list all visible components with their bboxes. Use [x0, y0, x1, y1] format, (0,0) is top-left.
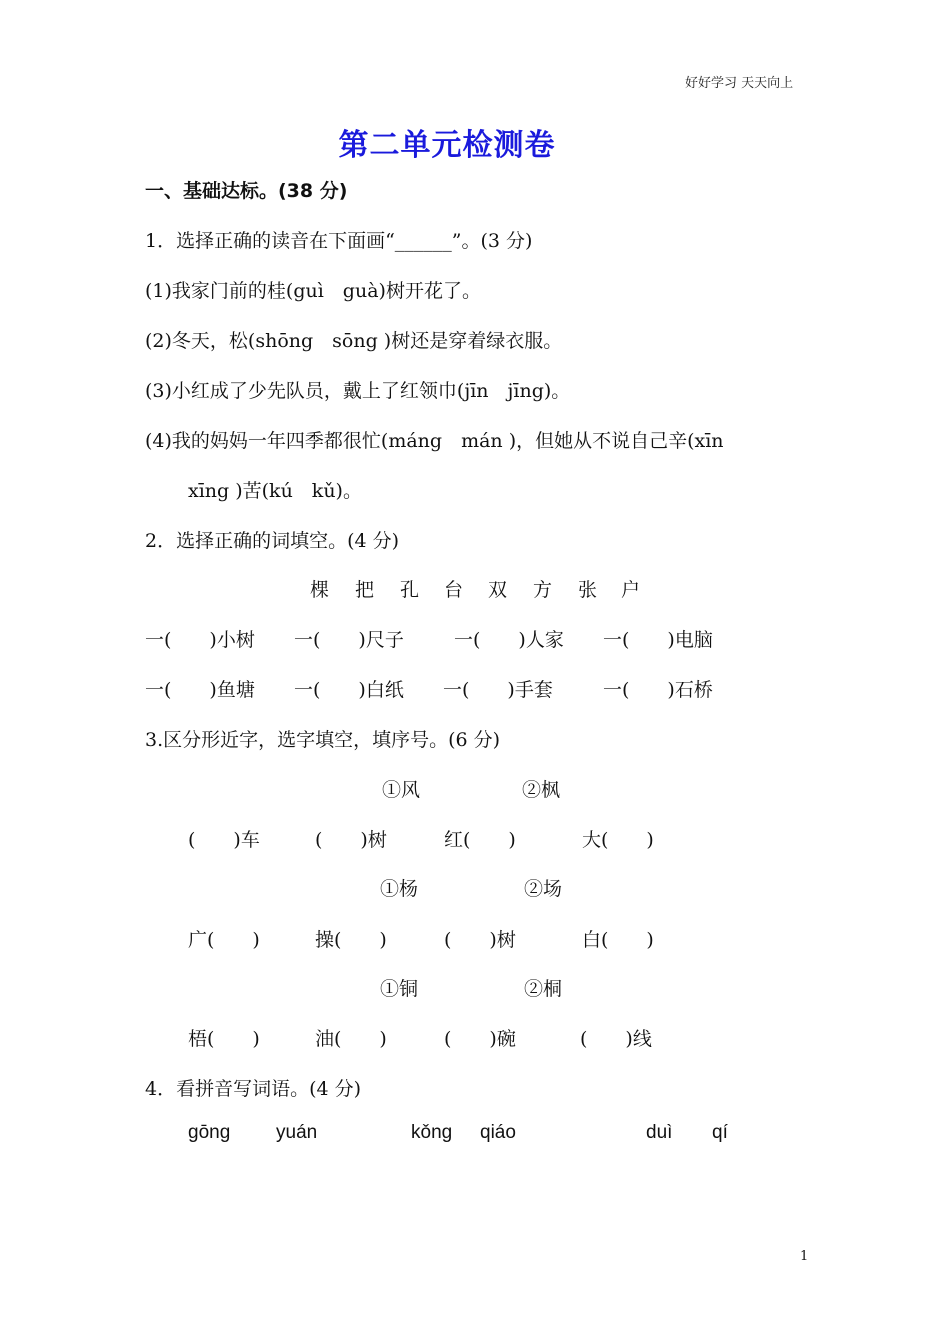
fill-blank: 一( )电脑 [603, 629, 713, 651]
word-bank-item: 张 [578, 579, 598, 601]
fill-blank: 一( )白纸 [294, 679, 404, 701]
char-option: ①杨 [380, 878, 419, 900]
word-bank-item: 把 [355, 579, 375, 601]
question-1-item: (2)冬天，松(shōng sōng )树还是穿着绿衣服。 [145, 330, 563, 352]
fill-blank: 一( )石桥 [603, 679, 713, 701]
question-1-prompt: 1．选择正确的读音在下面画“______”。(3 分) [145, 230, 533, 252]
char-option: ②枫 [522, 779, 561, 801]
fill-blank: 大( ) [582, 829, 654, 851]
fill-blank: 白( ) [582, 929, 654, 951]
word-bank-item: 双 [488, 579, 508, 601]
question-3-prompt: 3.区分形近字，选字填空，填序号。(6 分) [145, 729, 501, 751]
word-bank-item: 孔 [400, 579, 420, 601]
pinyin-syllable: qí [712, 1122, 728, 1143]
question-1-item: (1)我家门前的桂(guì guà)树开花了。 [145, 280, 481, 302]
fill-blank: ( )树 [444, 929, 516, 951]
fill-blank: 一( )小树 [145, 629, 255, 651]
fill-blank: 一( )手套 [443, 679, 553, 701]
question-4-prompt: 4．看拼音写词语。(4 分) [145, 1078, 362, 1100]
fill-blank: 一( )人家 [454, 629, 564, 651]
fill-blank: 操( ) [315, 929, 387, 951]
question-2-prompt: 2．选择正确的词填空。(4 分) [145, 530, 400, 552]
question-1-item: (3)小红成了少先队员，戴上了红领巾(jīn jīng)。 [145, 380, 571, 402]
char-option: ①风 [382, 779, 421, 801]
fill-blank: 广( ) [188, 929, 260, 951]
header-motto: 好好学习 天天向上 [685, 76, 794, 91]
fill-blank: ( )树 [315, 829, 387, 851]
fill-blank: ( )车 [188, 829, 260, 851]
word-bank-item: 棵 [310, 579, 330, 601]
page-number: 1 [800, 1249, 809, 1264]
pinyin-syllable: yuán [276, 1122, 318, 1143]
page-title: 第二单元检测卷 [338, 128, 556, 163]
char-option: ②场 [524, 878, 563, 900]
question-1-item-continued: xīng )苦(kú kǔ)。 [188, 480, 362, 502]
char-option: ①铜 [380, 978, 419, 1000]
word-bank-item: 方 [533, 579, 553, 601]
word-bank-item: 台 [444, 579, 464, 601]
char-option: ②桐 [524, 978, 563, 1000]
question-1-item: (4)我的妈妈一年四季都很忙(máng mán )，但她从不说自己辛(xīn [145, 430, 724, 452]
fill-blank: 一( )鱼塘 [145, 679, 255, 701]
pinyin-syllable: duì [646, 1122, 673, 1143]
fill-blank: 一( )尺子 [294, 629, 404, 651]
fill-blank: 红( ) [444, 829, 516, 851]
pinyin-syllable: gōng [188, 1122, 231, 1143]
fill-blank: 梧( ) [188, 1028, 260, 1050]
pinyin-syllable: qiáo [480, 1122, 516, 1143]
word-bank-item: 户 [621, 579, 641, 601]
fill-blank: ( )碗 [444, 1028, 516, 1050]
fill-blank: ( )线 [580, 1028, 652, 1050]
fill-blank: 油( ) [315, 1028, 387, 1050]
section-heading-basics: 一、基础达标。(38 分) [145, 180, 348, 202]
pinyin-syllable: kǒng [411, 1122, 453, 1143]
